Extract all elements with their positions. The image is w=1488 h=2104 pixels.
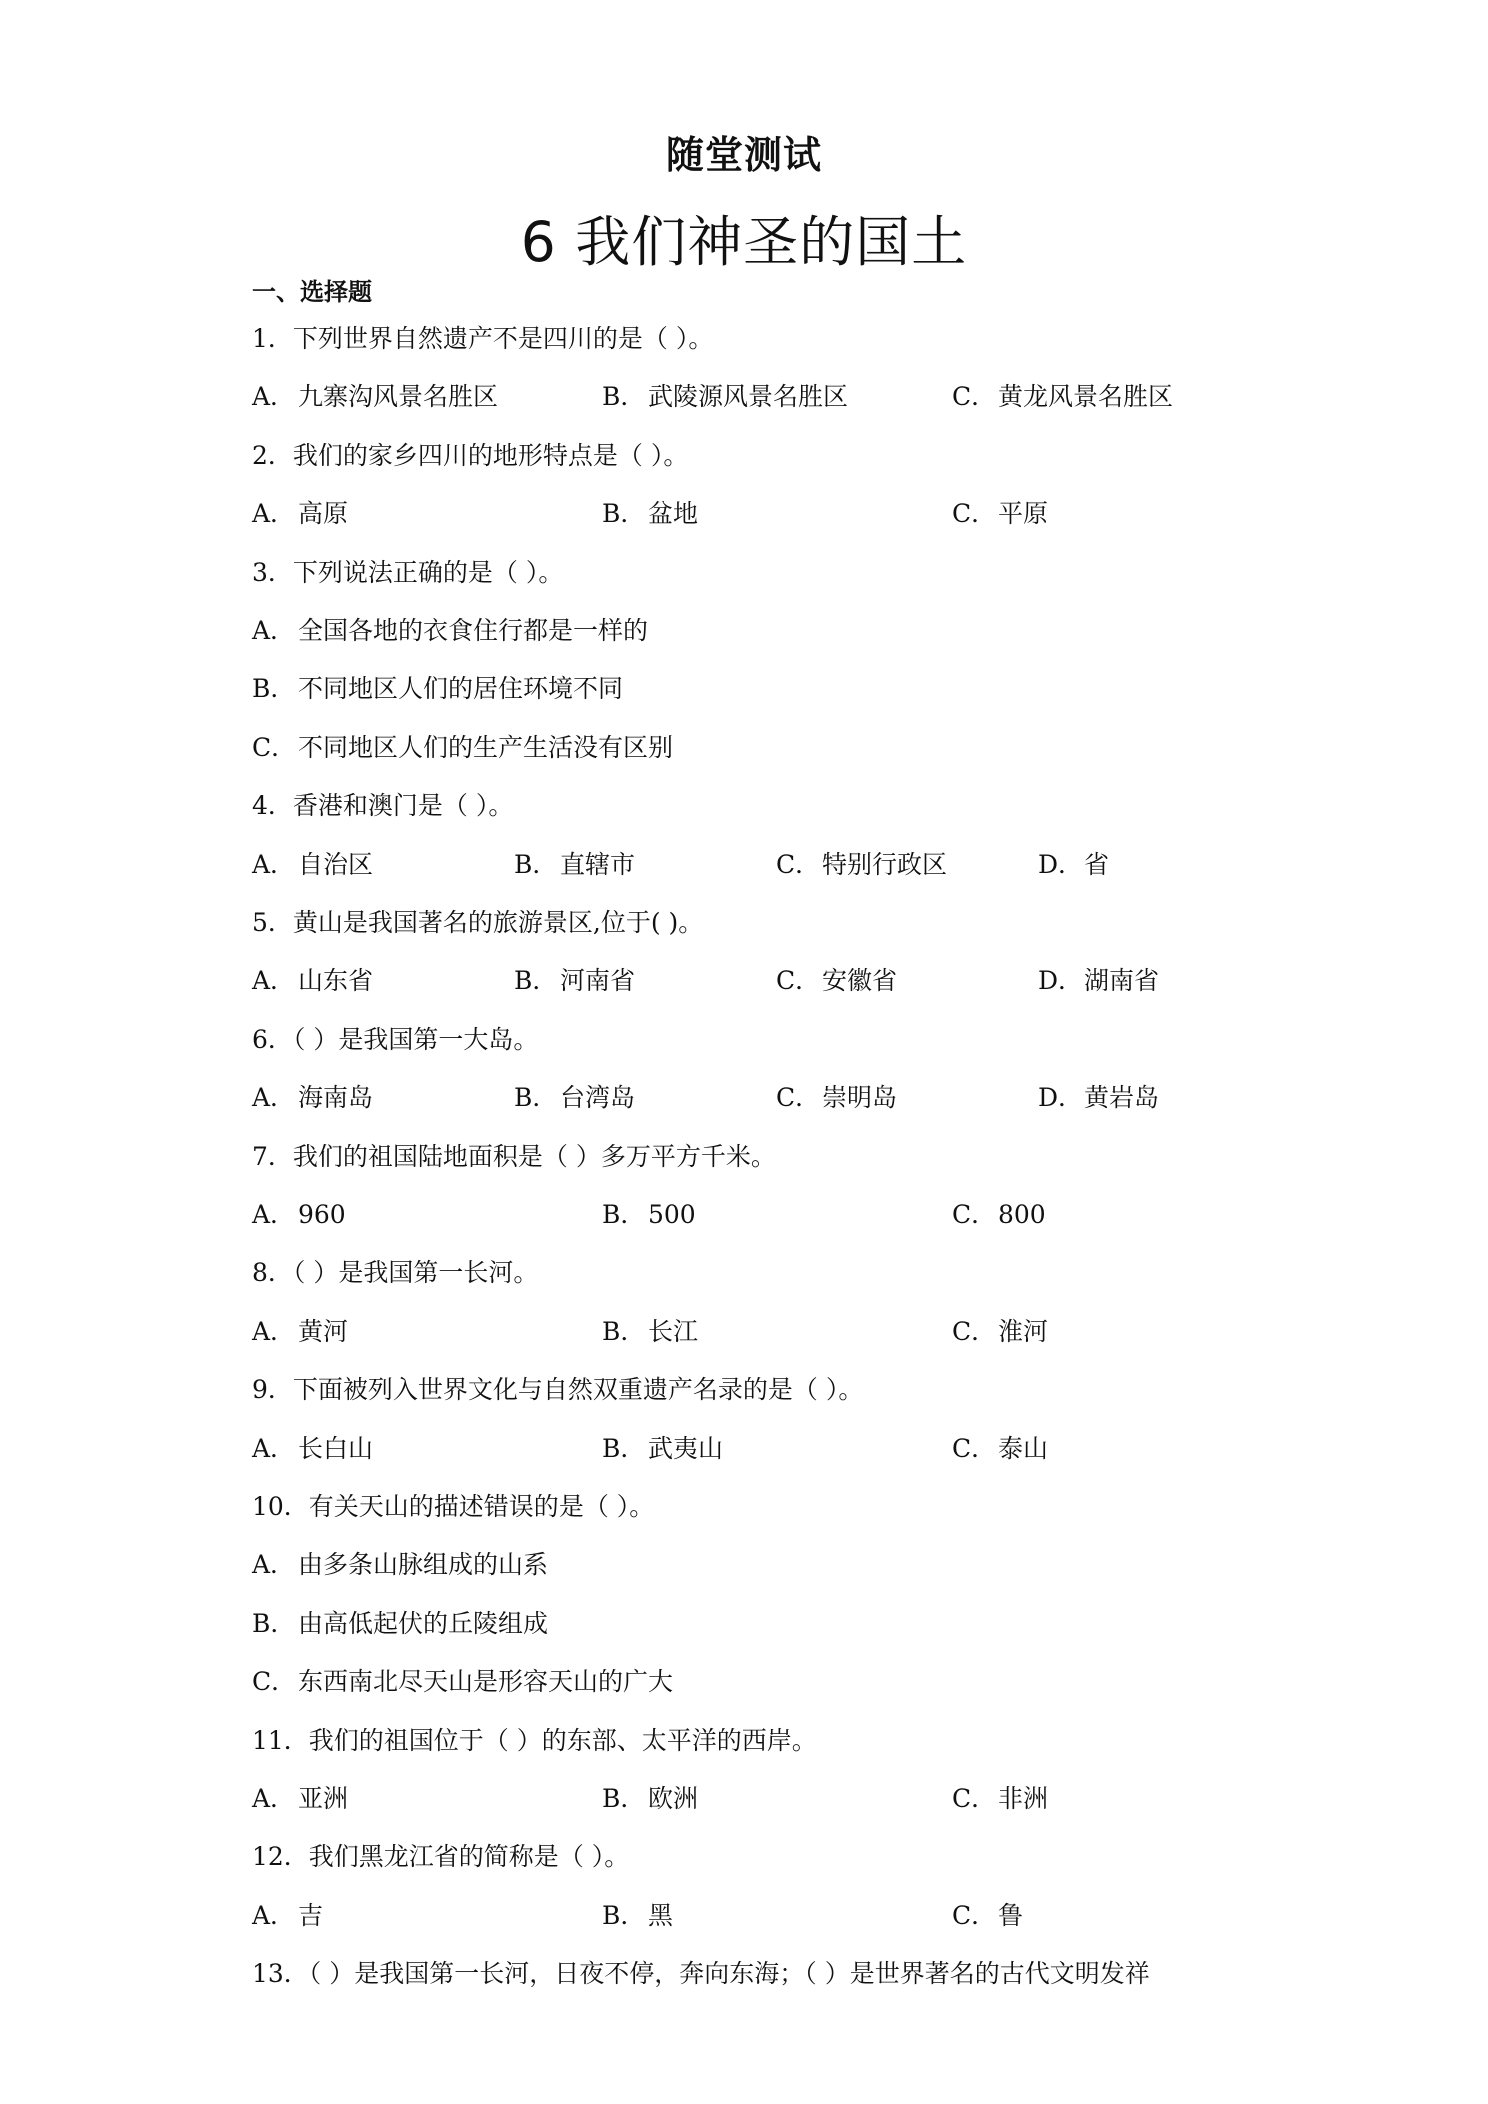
answer-option[interactable] <box>514 1081 635 1115</box>
option-label: A． <box>252 1900 296 1930</box>
option-row <box>252 1315 1302 1349</box>
option-text: 河南省 <box>560 966 636 996</box>
answer-option[interactable] <box>252 1607 548 1641</box>
answer-option[interactable] <box>602 380 848 414</box>
answer-option[interactable] <box>952 1432 1048 1466</box>
option-label: D． <box>1038 849 1084 879</box>
option-text: 全国各地的衣食住行都是一样的 <box>298 616 649 645</box>
option-text: 崇明岛 <box>822 1083 898 1113</box>
answer-option[interactable] <box>952 1315 1048 1349</box>
option-row <box>252 1198 1302 1232</box>
answer-option[interactable] <box>776 1081 897 1115</box>
answer-option[interactable] <box>252 497 348 531</box>
option-text: 非洲 <box>998 1784 1049 1813</box>
answer-option[interactable] <box>252 1782 348 1816</box>
option-row <box>252 1782 1302 1816</box>
question-text: 1．下列世界自然遗产不是四川的是（ ）。 <box>252 324 714 353</box>
option-label: C． <box>952 1900 997 1930</box>
answer-option[interactable] <box>252 1432 373 1466</box>
answer-option[interactable] <box>514 848 635 882</box>
question-text: 4．香港和澳门是（ ）。 <box>252 791 514 821</box>
question-text: 2．我们的家乡四川的地形特点是（ ）。 <box>252 440 689 470</box>
question-text: 13．（ ）是我国第一长河，日夜不停，奔向东海；（ ）是世界著名的古代文明发祥 <box>252 1959 1150 1989</box>
option-label: B． <box>602 1900 646 1930</box>
option-text: 武夷山 <box>648 1433 724 1463</box>
option-label: A． <box>252 966 296 996</box>
option-text: 湖南省 <box>1084 966 1160 996</box>
option-text: 不同地区人们的居住环境不同 <box>298 674 624 704</box>
option-text: 海南岛 <box>298 1083 374 1113</box>
option-label: C． <box>952 499 997 529</box>
option-label: A． <box>252 1083 296 1113</box>
question-text: 10．有关天山的描述错误的是（ ）。 <box>252 1492 655 1521</box>
answer-option[interactable] <box>952 380 1173 414</box>
answer-option[interactable] <box>252 1899 323 1933</box>
answer-option[interactable] <box>602 1782 698 1816</box>
option-text: 自治区 <box>298 849 374 879</box>
option-label: C． <box>776 849 821 879</box>
answer-option[interactable] <box>602 1432 723 1466</box>
question-text: 9．下面被列入世界文化与自然双重遗产名录的是（ ）。 <box>252 1375 864 1405</box>
answer-option[interactable] <box>252 1665 673 1699</box>
option-label: B． <box>602 1433 646 1463</box>
option-text: 安徽省 <box>822 966 898 996</box>
answer-option[interactable] <box>1038 1081 1159 1115</box>
option-label: A． <box>252 1550 296 1580</box>
option-text: 淮河 <box>998 1316 1049 1346</box>
option-text: 黄河 <box>298 1316 349 1346</box>
page-subtitle: 随堂测试 <box>665 133 822 177</box>
option-row <box>252 497 1302 531</box>
option-row <box>252 1432 1302 1466</box>
option-text: 长白山 <box>298 1433 374 1463</box>
option-label: C． <box>952 1433 997 1463</box>
answer-option[interactable] <box>1038 964 1159 998</box>
option-label: B． <box>514 849 558 879</box>
answer-option[interactable] <box>602 1198 696 1232</box>
option-label: B． <box>602 1316 646 1346</box>
answer-option[interactable] <box>252 614 648 648</box>
answer-option[interactable] <box>602 1899 673 1933</box>
option-label: C． <box>776 1083 821 1113</box>
option-label: A． <box>252 1200 296 1229</box>
answer-option[interactable] <box>952 1782 1048 1816</box>
question-text: 5．黄山是我国著名的旅游景区,位于( )。 <box>252 908 704 937</box>
option-label: A． <box>252 1316 296 1346</box>
option-label: D． <box>1038 966 1084 996</box>
option-label: A． <box>252 1784 296 1813</box>
option-text: 东西南北尽天山是形容天山的广大 <box>298 1667 674 1697</box>
option-text: 500 <box>648 1200 696 1229</box>
option-label: C． <box>952 1784 997 1813</box>
option-label: B． <box>602 499 646 529</box>
option-row <box>252 1081 1302 1115</box>
answer-option[interactable] <box>1038 848 1109 882</box>
option-text: 高原 <box>298 499 349 529</box>
option-text: 泰山 <box>998 1433 1049 1463</box>
option-text: 特别行政区 <box>822 849 948 879</box>
option-text: 长江 <box>648 1316 699 1346</box>
option-text: 武陵源风景名胜区 <box>648 382 849 412</box>
page-title: 6 我们神圣的国土 <box>520 210 968 274</box>
option-label: B． <box>514 966 558 996</box>
answer-option[interactable] <box>252 1548 548 1582</box>
option-label: C． <box>776 966 821 996</box>
answer-option[interactable] <box>252 964 373 998</box>
option-label: B． <box>252 674 296 704</box>
answer-option[interactable] <box>252 1315 348 1349</box>
option-row <box>252 848 1302 882</box>
option-label: C． <box>952 1316 997 1346</box>
option-label: A． <box>252 1433 296 1463</box>
option-text: 山东省 <box>298 966 374 996</box>
answer-option[interactable] <box>514 964 635 998</box>
answer-option[interactable] <box>602 497 698 531</box>
question-text: 3．下列说法正确的是（ ）。 <box>252 557 564 587</box>
answer-option[interactable] <box>252 848 373 882</box>
answer-option[interactable] <box>952 1198 1046 1232</box>
option-text: 由多条山脉组成的山系 <box>298 1550 549 1580</box>
option-text: 九寨沟风景名胜区 <box>298 382 499 412</box>
answer-option[interactable] <box>252 672 623 706</box>
answer-option[interactable] <box>602 1315 698 1349</box>
option-text: 省 <box>1084 849 1110 879</box>
option-text: 黄岩岛 <box>1084 1083 1160 1113</box>
option-text: 平原 <box>998 499 1049 529</box>
answer-option[interactable] <box>952 497 1048 531</box>
option-row <box>252 1899 1302 1933</box>
option-label: C． <box>952 382 997 412</box>
section-heading: 一、选择题 <box>252 278 372 306</box>
option-row <box>252 964 1302 998</box>
option-label: A． <box>252 499 296 529</box>
answer-option[interactable] <box>252 731 673 765</box>
option-label: C． <box>252 732 297 762</box>
option-text: 不同地区人们的生产生活没有区别 <box>298 732 674 762</box>
question-text: 12．我们黑龙江省的简称是（ ）。 <box>252 1842 630 1872</box>
option-label: A． <box>252 382 296 412</box>
option-text: 欧洲 <box>648 1784 699 1813</box>
option-text: 黄龙风景名胜区 <box>998 382 1174 412</box>
option-text: 盆地 <box>648 499 699 529</box>
option-label: A． <box>252 849 296 879</box>
option-label: B． <box>602 1200 646 1229</box>
answer-option[interactable] <box>952 1899 1023 1933</box>
option-text: 亚洲 <box>298 1784 349 1813</box>
answer-option[interactable] <box>252 1198 346 1232</box>
option-row <box>252 380 1302 414</box>
option-label: A． <box>252 616 296 645</box>
option-label: D． <box>1038 1083 1084 1113</box>
option-text: 吉 <box>298 1900 324 1930</box>
answer-option[interactable] <box>252 1081 373 1115</box>
question-text: 8．（ ）是我国第一长河。 <box>252 1258 539 1288</box>
option-text: 800 <box>998 1200 1046 1229</box>
option-label: B． <box>602 382 646 412</box>
question-text: 7．我们的祖国陆地面积是（ ）多万平方千米。 <box>252 1141 776 1171</box>
option-text: 直辖市 <box>560 849 636 879</box>
option-text: 台湾岛 <box>560 1083 636 1113</box>
option-text: 黑 <box>648 1900 674 1930</box>
answer-option[interactable] <box>776 964 897 998</box>
answer-option[interactable] <box>776 848 947 882</box>
option-text: 鲁 <box>998 1900 1024 1930</box>
option-label: C． <box>252 1667 297 1697</box>
option-label: B． <box>252 1608 296 1638</box>
question-text: 6．（ ）是我国第一大岛。 <box>252 1024 539 1054</box>
option-text: 960 <box>298 1200 346 1229</box>
option-label: B． <box>602 1784 646 1813</box>
answer-option[interactable] <box>252 380 498 414</box>
option-label: B． <box>514 1083 558 1113</box>
option-text: 由高低起伏的丘陵组成 <box>298 1608 549 1638</box>
option-label: C． <box>952 1200 997 1229</box>
question-text: 11．我们的祖国位于（ ）的东部、太平洋的西岸。 <box>252 1725 817 1755</box>
